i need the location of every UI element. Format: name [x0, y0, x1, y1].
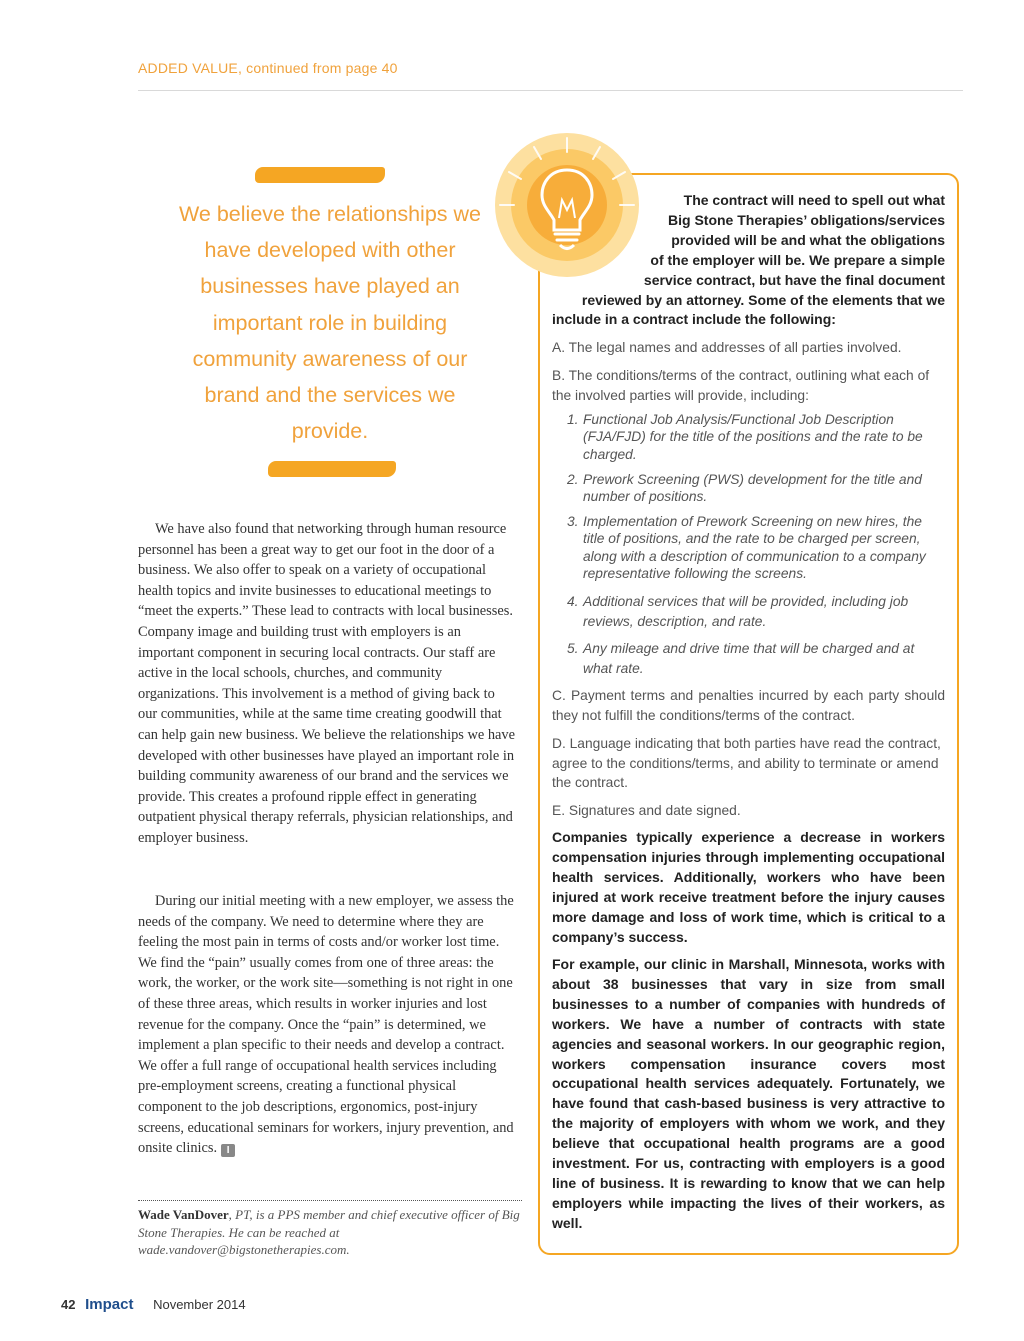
bio-divider [138, 1200, 522, 1201]
subitem-text: Prework Screening (PWS) development for the title and number of positions. [583, 472, 922, 505]
page-number: 42 [61, 1297, 76, 1312]
body-column-2 [138, 891, 516, 1159]
contract-element-d: D. Language indicating that both parties have read the contract, agree to the conditions/terms, and ability to terminate or amend the contract. [552, 736, 941, 791]
contract-subitem [567, 471, 947, 506]
subitem-number: 1. [567, 412, 579, 427]
subitem-text: Implementation of Prework Screening on new hires, the title of positions, and the rate to be charged per screen, along with a description of communication to a company representative following the screens. [583, 514, 926, 582]
contract-subitem [567, 639, 947, 678]
subitem-number: 2. [567, 472, 579, 487]
sidebar-intro-line: service contract, but have the final document [643, 271, 945, 288]
contract-element-a: A. The legal names and addresses of all parties involved. [552, 340, 902, 355]
sidebar-intro [552, 191, 945, 330]
body-paragraph [138, 891, 516, 1159]
author-bio [138, 1206, 522, 1259]
subitem-number: 4. [567, 594, 579, 609]
subitem-number: 3. [567, 514, 579, 529]
contract-element-b: B. The conditions/terms of the contract, outlining what each of the involved parties will provide, including: [552, 368, 930, 403]
sidebar-intro-line: include in a contract include the following: [552, 311, 836, 328]
continued-label: ADDED VALUE, continued from page 40 [138, 60, 398, 76]
contract-subitem [567, 592, 947, 631]
sidebar-intro-line: The contract will need to spell out what [683, 192, 945, 208]
page-footer [61, 1296, 246, 1313]
contract-subitem [567, 411, 947, 463]
sidebar-paragraph: Companies typically experience a decrease in workers compensation injuries through implementing occupational health services. Additionally, workers who have been injured at work receive treatment before the injury causes more damage and loss of work time, which is critical to a company’s success. [552, 829, 945, 945]
sidebar-intro-line: Big Stone Therapies’ obligations/services [668, 211, 945, 228]
magazine-logo: Impact [85, 1296, 134, 1313]
subitem-text: Any mileage and drive time that will be charged and at what rate. [583, 641, 915, 676]
contract-subitem [567, 513, 947, 583]
sidebar-intro-line: reviewed by an attorney. Some of the elements that we [581, 291, 945, 308]
contract-element-e: E. Signatures and date signed. [552, 803, 741, 818]
issue-date: November 2014 [153, 1297, 246, 1312]
contract-element-c: C. Payment terms and penalties incurred by each party should they not fulfill the conditions/terms of the contract. [552, 688, 945, 723]
body-paragraph: We have also found that networking through human resource personnel has been a great way to get our foot in the door of a business. We also offer to speak on a variety of occupational health topics and invite businesses to educational meetings to “meet the experts.” These lead to contracts with local businesses. Company image and building trust with employers is an important component in securing local contracts. Our staff are active in the local schools, churches, and community organizations. This involvement is a method of giving back to our communities, while at the same time creating goodwill that can help gain new business. We believe the relationships we have developed with other businesses have played an important role in building community awareness of our brand and the services we provide. This creates a profound ripple effect in generating outpatient physical therapy referrals, physician relationships, and employer business. [138, 521, 516, 846]
sidebar-paragraph: For example, our clinic in Marshall, Minnesota, works with about 38 businesses that vary in size from small businesses to a number of companies with hundreds of workers. We have a number of contracts with state agencies and seasonal workers. In our geographic region, workers compensation insurance covers most occupational health services adequately. Fortunately, we have found that cash-based business is very attractive to the majority of employers with whom we work, and they believe that occupational health programs are a good investment. For us, contracting with employers is a good line of business. It is rewarding to know that we can help employers while impacting the lives of their workers, as well. [552, 956, 945, 1231]
subitem-text: Additional services that will be provided, including job reviews, description, and rate. [583, 594, 909, 629]
pull-quote: We believe the relationships we have developed with other businesses have played an important role in building community awareness of our brand and the services we provide. [179, 202, 481, 444]
subitem-text: Functional Job Analysis/Functional Job Description (FJA/FJD) for the title of the positions and the rate to be charged. [583, 412, 923, 462]
author-bio-text: , PT, is a PPS member and chief executive officer of Big Stone Therapies. He can be reached at wade.vandover@bigstonetherapies.com. [138, 1207, 520, 1257]
body-paragraph-text: During our initial meeting with a new employer, we assess the needs of the company. We need to determine where they are feeling the most pain in terms of costs and/or worker lost time. We find the “pain” usually comes from one of three areas: the work, the worker, or the work site—something is not right in one of these three areas, which results in worker injuries and lost revenue for the company. Once the “pain” is determined, we implement a plan specific to their needs and develop a contract. We offer a full range of occupational health services including pre-employment screens, creating a functional physical component to the job descriptions, ergonomics, post-injury screens, educational seminars for workers, injury prevention, and onsite clinics. [138, 893, 514, 1157]
header-divider [138, 90, 963, 91]
sidebar-intro-line: of the employer will be. We prepare a simple [650, 251, 945, 268]
brush-stroke-top [255, 167, 385, 183]
brush-stroke-bottom [268, 461, 396, 477]
end-mark-icon: I [221, 1144, 235, 1157]
body-column-1 [138, 519, 516, 849]
sidebar-intro-line: provided will be and what the obligations [671, 231, 945, 248]
author-name: Wade VanDover [138, 1207, 229, 1222]
subitem-number: 5. [567, 641, 579, 656]
